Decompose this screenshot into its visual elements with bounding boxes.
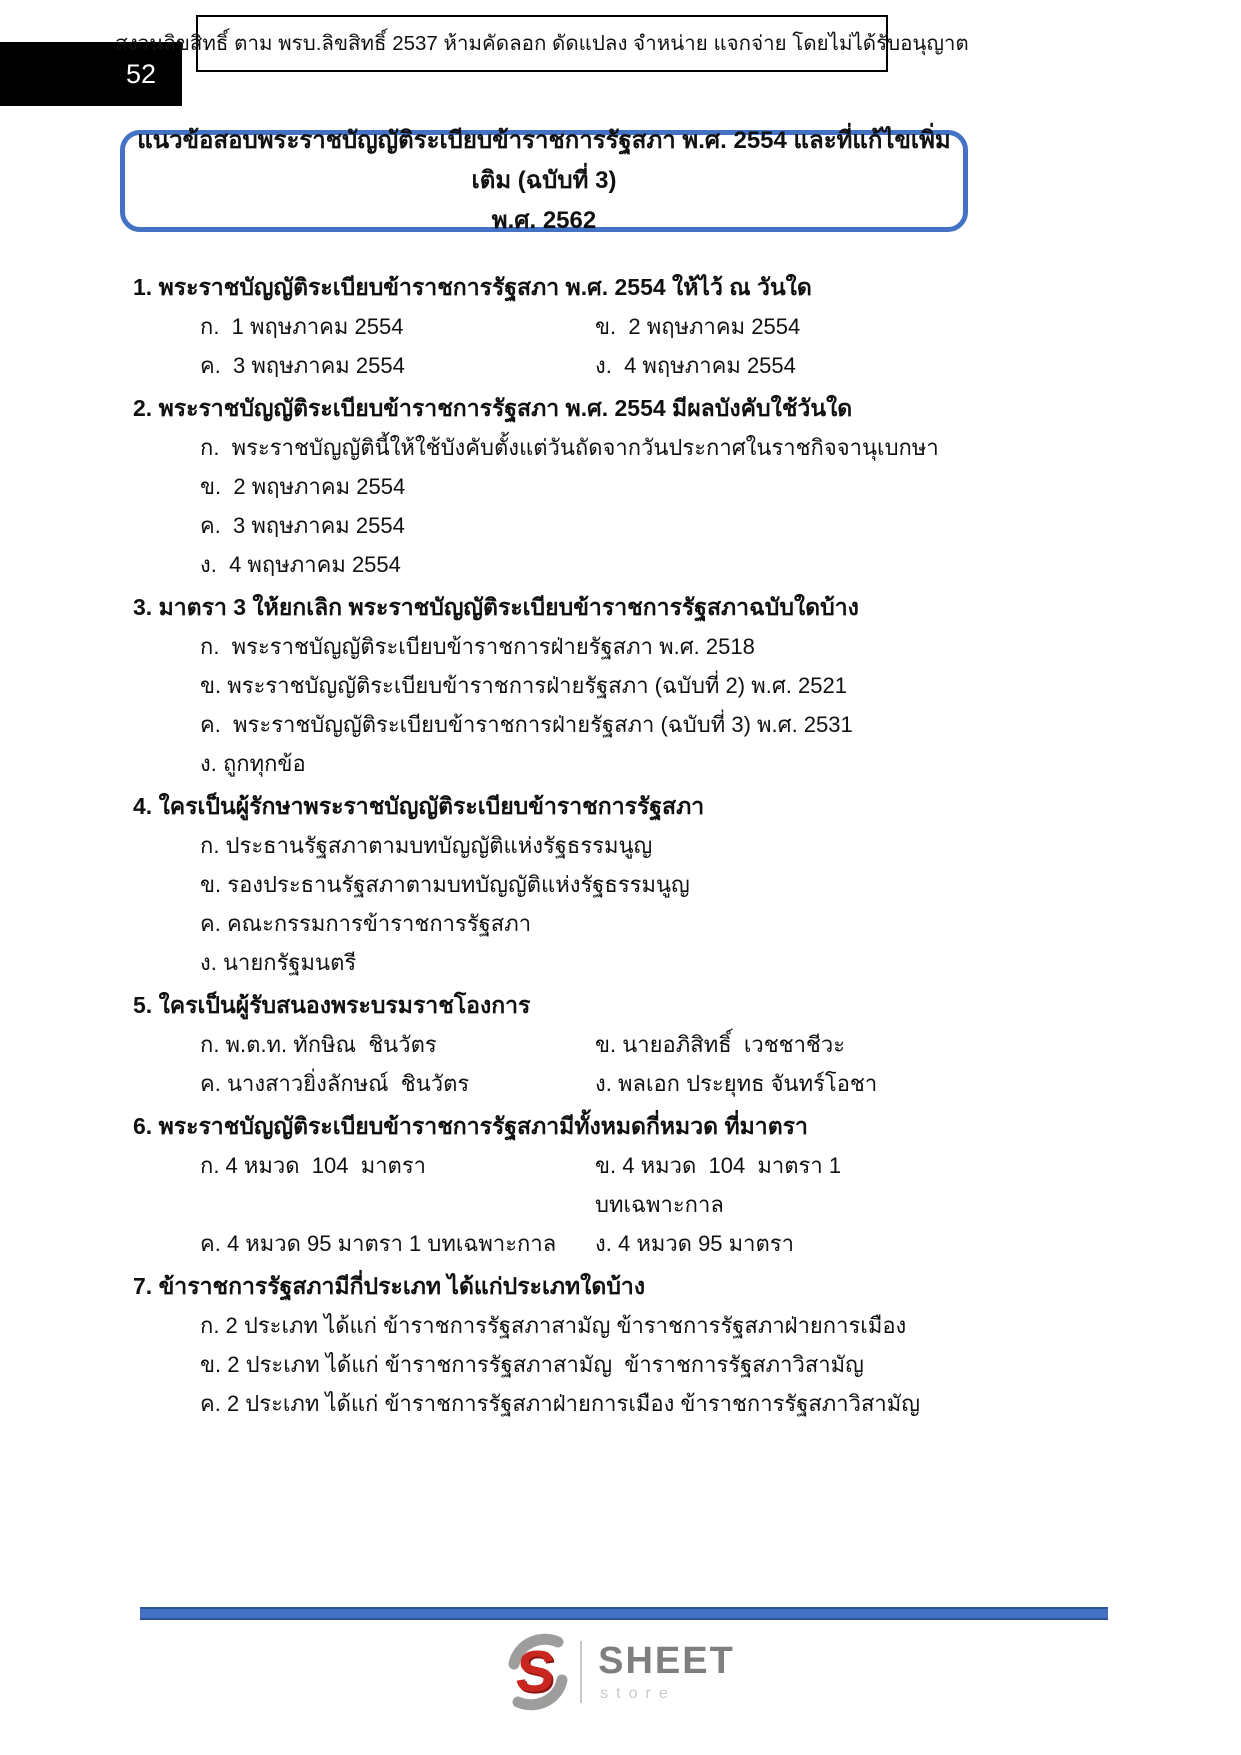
question-3 bbox=[133, 588, 963, 783]
option-d: ง. พลเอก ประยุทธ จันทร์โอชา bbox=[595, 1071, 878, 1096]
brand-name: SHEET bbox=[598, 1639, 735, 1682]
option-a: ก. 1 พฤษภาคม 2554 bbox=[200, 314, 404, 339]
option-a: ก. พ.ต.ท. ทักษิณ ชินวัตร bbox=[200, 1032, 437, 1057]
copyright-box bbox=[115, 15, 969, 72]
question-text: 7. ข้าราชการรัฐสภามีกี่ประเภท ได้แก่ประเภทใดบ้าง bbox=[133, 1273, 646, 1299]
option-d: ง. 4 พฤษภาคม 2554 bbox=[595, 353, 796, 378]
question-1 bbox=[133, 268, 963, 385]
option-d: ง. 4 พฤษภาคม 2554 bbox=[200, 552, 401, 577]
exam-title-line2: พ.ศ. 2562 bbox=[491, 207, 597, 234]
page-number: 52 bbox=[126, 58, 157, 89]
sheet-store-s-icon bbox=[506, 1630, 570, 1714]
option-d: ง. 4 หมวด 95 มาตรา bbox=[595, 1231, 794, 1256]
logo-divider bbox=[580, 1641, 582, 1703]
footer-divider-bar bbox=[140, 1607, 1108, 1620]
option-a: ก. พระราชบัญญัติระเบียบข้าราชการฝ่ายรัฐสภา พ.ศ. 2518 bbox=[200, 634, 755, 659]
option-b: ข. 2 พฤษภาคม 2554 bbox=[200, 474, 406, 499]
option-d: ง. นายกรัฐมนตรี bbox=[200, 950, 357, 975]
brand-subtitle: store bbox=[600, 1684, 676, 1702]
option-a: ก. 2 ประเภท ได้แก่ ข้าราชการรัฐสภาสามัญ ข้าราชการรัฐสภาฝ่ายการเมือง bbox=[200, 1313, 907, 1338]
question-5 bbox=[133, 986, 963, 1103]
logo-letter: S bbox=[512, 1639, 559, 1704]
option-b: ข. 2 ประเภท ได้แก่ ข้าราชการรัฐสภาสามัญ ข้าราชการรัฐสภาวิสามัญ bbox=[200, 1352, 864, 1377]
question-text: 4. ใครเป็นผู้รักษาพระราชบัญญัติระเบียบข้าราชการรัฐสภา bbox=[133, 793, 705, 819]
option-c: ค. พระราชบัญญัติระเบียบข้าราชการฝ่ายรัฐสภา (ฉบับที่ 3) พ.ศ. 2531 bbox=[200, 712, 853, 737]
copyright-notice: สงวนลิขสิทธิ์ ตาม พรบ.ลิขสิทธิ์ 2537 ห้ามคัดลอก ดัดแปลง จำหน่าย แจกจ่าย โดยไม่ได้รับอนุญาต bbox=[115, 32, 969, 55]
option-d: ง. ถูกทุกข้อ bbox=[200, 751, 306, 776]
options bbox=[133, 627, 963, 783]
option-c: ค. คณะกรรมการข้าราชการรัฐสภา bbox=[200, 911, 532, 936]
option-c: ค. 2 ประเภท ได้แก่ ข้าราชการรัฐสภาฝ่ายการเมือง ข้าราชการรัฐสภาวิสามัญ bbox=[200, 1391, 921, 1416]
sheet-store-logo bbox=[0, 1630, 1241, 1714]
question-text: 6. พระราชบัญญัติระเบียบข้าราชการรัฐสภามีทั้งหมดกี่หมวด ที่มาตรา bbox=[133, 1113, 808, 1139]
options bbox=[133, 1306, 963, 1423]
question-text: 1. พระราชบัญญัติระเบียบข้าราชการรัฐสภา พ.ศ. 2554 ให้ไว้ ณ วันใด bbox=[133, 274, 812, 300]
question-text: 2. พระราชบัญญัติระเบียบข้าราชการรัฐสภา พ.ศ. 2554 มีผลบังคับใช้วันใด bbox=[133, 395, 853, 421]
question-text: 5. ใครเป็นผู้รับสนองพระบรมราชโองการ bbox=[133, 992, 531, 1018]
logo-text bbox=[598, 1639, 735, 1703]
option-c: ค. 3 พฤษภาคม 2554 bbox=[200, 353, 405, 378]
option-c: ค. 3 พฤษภาคม 2554 bbox=[200, 513, 405, 538]
option-c: ค. 4 หมวด 95 มาตรา 1 บทเฉพาะกาล bbox=[200, 1231, 557, 1256]
option-b: ข. 2 พฤษภาคม 2554 bbox=[595, 314, 801, 339]
question-7 bbox=[133, 1267, 963, 1423]
option-b: ข. 4 หมวด 104 มาตรา 1 บทเฉพาะกาล bbox=[595, 1153, 848, 1217]
question-text: 3. มาตรา 3 ให้ยกเลิก พระราชบัญญัติระเบียบข้าราชการรัฐสภาฉบับใดบ้าง bbox=[133, 594, 859, 620]
option-b: ข. พระราชบัญญัติระเบียบข้าราชการฝ่ายรัฐสภา (ฉบับที่ 2) พ.ศ. 2521 bbox=[200, 673, 847, 698]
question-list bbox=[133, 268, 963, 1427]
options bbox=[133, 826, 963, 982]
option-c: ค. นางสาวยิ่งลักษณ์ ชินวัตร bbox=[200, 1071, 470, 1096]
question-2 bbox=[133, 389, 963, 584]
options bbox=[133, 1025, 963, 1103]
question-6 bbox=[133, 1107, 963, 1263]
option-b: ข. รองประธานรัฐสภาตามบทบัญญัติแห่งรัฐธรรมนูญ bbox=[200, 872, 690, 897]
option-b: ข. นายอภิสิทธิ์ เวชชาชีวะ bbox=[595, 1032, 846, 1057]
options bbox=[133, 307, 963, 385]
exam-title-line1: แนวข้อสอบพระราชบัญญัติระเบียบข้าราชการรัฐสภา พ.ศ. 2554 และที่แก้ไขเพิ่มเติม (ฉบับที่ 3) bbox=[137, 127, 951, 194]
exam-title-box bbox=[120, 127, 968, 234]
question-4 bbox=[133, 787, 963, 982]
option-a: ก. ประธานรัฐสภาตามบทบัญญัติแห่งรัฐธรรมนูญ bbox=[200, 833, 653, 858]
option-a: ก. พระราชบัญญัตินี้ให้ใช้บังคับตั้งแต่วันถัดจากวันประกาศในราชกิจจานุเบกษา bbox=[200, 435, 939, 460]
options bbox=[133, 428, 963, 584]
option-a: ก. 4 หมวด 104 มาตรา bbox=[200, 1153, 427, 1178]
options bbox=[133, 1146, 963, 1263]
